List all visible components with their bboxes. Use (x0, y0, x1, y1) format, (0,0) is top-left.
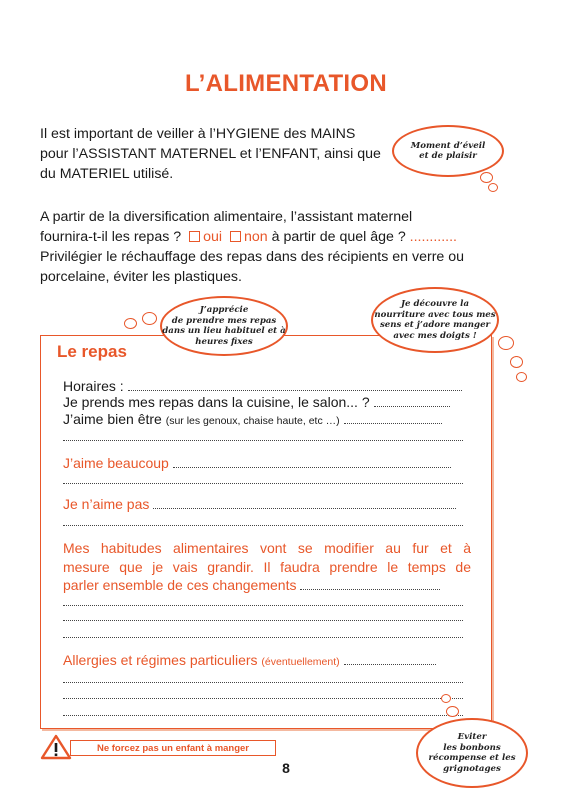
warning-banner: Ne forcez pas un enfant à manger (70, 740, 276, 756)
hygiene-line-1: Il est important de veiller à l’HYGIENE des MAINS (40, 126, 356, 142)
allergies-blank[interactable] (344, 654, 436, 665)
horaires-line: Horaires : (63, 377, 462, 395)
habitudes-blank[interactable] (300, 579, 440, 590)
checkbox-non[interactable] (230, 231, 241, 242)
diversification-line-4: porcelaine, éviter les plastiques. (40, 269, 242, 285)
thought-bubble-bonbons: Eviter les bonbons récompense et les grignotages (416, 718, 528, 788)
horaires-blank[interactable] (128, 380, 462, 391)
answer-line[interactable] (63, 637, 463, 638)
answer-line[interactable] (63, 698, 463, 699)
aime-blank[interactable] (173, 457, 451, 468)
checkbox-oui[interactable] (189, 231, 200, 242)
diversification-line-1: A partir de la diversification alimentaire, l’assistant maternel (40, 209, 413, 225)
answer-line[interactable] (63, 715, 463, 716)
lieu-repas-line: Je prends mes repas dans la cuisine, le salon... ? (63, 393, 450, 411)
habitudes-paragraph: Mes habitudes alimentaires vont se modifier au fur et à mesure que je vais grandir. Il faudra prendre le temps de parler ensemble de ces changements (63, 540, 471, 593)
allergies-line: Allergies et régimes particuliers (éventuellement) (63, 651, 436, 671)
diversification-paragraph (40, 207, 464, 287)
bubble-dot (498, 336, 514, 350)
thought-bubble-decouvre: Je découvre la nourriture avec tous mes sens et j’adore manger avec mes doigts ! (371, 287, 499, 353)
etre-line: J’aime bien être (sur les genoux, chaise haute, etc …) (63, 410, 442, 430)
hygiene-line-3: du MATERIEL utilisé. (40, 166, 174, 182)
answer-line[interactable] (63, 620, 463, 621)
etre-blank[interactable] (344, 413, 442, 424)
hygiene-line-2: pour l’ASSISTANT MATERNEL et l’ENFANT, ainsi que (40, 146, 381, 162)
bubble-dot (480, 172, 493, 183)
thought-bubble-lieu: J’apprécie de prendre mes repas dans un lieu habituel et à heures fixes (160, 296, 288, 356)
answer-line[interactable] (63, 483, 463, 484)
warning-icon (40, 734, 72, 760)
bubble-dot (441, 694, 451, 703)
bubble-dot (124, 318, 137, 329)
answer-line[interactable] (63, 525, 463, 526)
thought-bubble-eveil: Moment d’éveil et de plaisir (392, 125, 504, 177)
option-non-label: non (244, 229, 268, 245)
bubble-dot (510, 356, 523, 368)
naime-blank[interactable] (153, 498, 456, 509)
bubble-dot (488, 183, 498, 192)
lieu-blank[interactable] (374, 396, 450, 407)
bubble-dot (446, 706, 459, 717)
hygiene-paragraph (40, 124, 381, 184)
age-blank[interactable]: ............ (409, 229, 457, 245)
repas-title: Le repas (57, 342, 127, 361)
aime-line: J’aime beaucoup (63, 454, 451, 472)
naime-line: Je n’aime pas (63, 495, 456, 513)
diversification-line-3: Privilégier le réchauffage des repas dans des récipients en verre ou (40, 249, 465, 265)
answer-line[interactable] (63, 605, 463, 606)
answer-line[interactable] (63, 682, 463, 683)
option-oui-label: oui (203, 229, 223, 245)
page-number: 8 (282, 760, 290, 776)
diversification-line-2: fournira-t-il les repas ? oui non à partir de quel âge ? ............ (40, 229, 457, 245)
page-title: L’ALIMENTATION (185, 70, 387, 97)
bubble-dot (516, 372, 527, 382)
bubble-dot (142, 312, 157, 325)
answer-line[interactable] (63, 440, 463, 441)
